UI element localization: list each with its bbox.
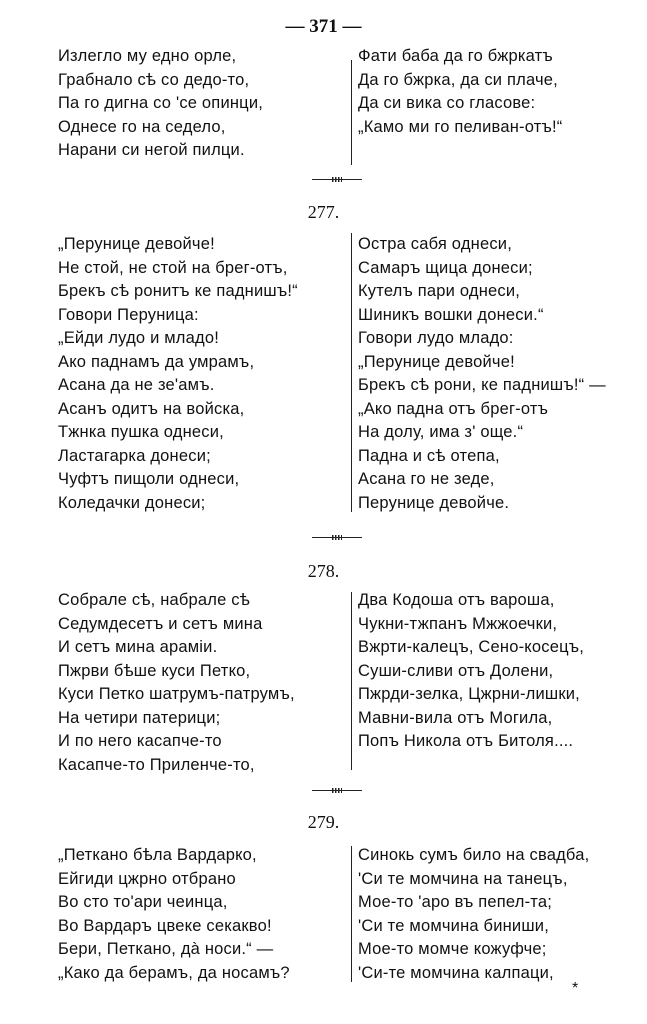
verse-column-left (58, 45, 263, 163)
verse-line: Пжрви бѣше куси Петко, (58, 661, 251, 680)
section-ornament (312, 536, 362, 540)
verse-line: Вжрти-калецъ, Сено-косецъ, (358, 638, 585, 656)
verse-line: Говори Перуница: (58, 305, 199, 324)
verse-column-right (358, 844, 589, 985)
verse-line: Не стой, не стой на брег-отъ, (58, 258, 288, 277)
column-divider (351, 846, 352, 982)
verse-line: „Како да берамъ, да носамъ? (58, 963, 290, 982)
verse-line: Чукни-тжпанъ Мжжоечки, (358, 614, 558, 633)
verse-line: 'Си те момчина биниши, (358, 916, 549, 935)
column-divider (351, 233, 352, 512)
verse-line: 'Си-те момчина калпаци, (358, 963, 554, 982)
verse-line: Самаръ щица донеси; (358, 258, 533, 277)
song-number: 277. (307, 202, 340, 222)
verse-line: Кутелъ пари однеси, (358, 282, 521, 300)
verse-line: Асанъ одитъ на войска, (58, 399, 245, 418)
song-number: 278. (307, 561, 340, 581)
verse-line: Нарани си негой пилци. (58, 141, 245, 159)
verse-line: Асана го не зеде, (358, 470, 495, 488)
verse-column-right (358, 233, 606, 515)
verse-line: Ако паднамъ да умрамъ, (58, 352, 255, 371)
verse-column-left (58, 844, 290, 985)
verse-line: Суши-сливи отъ Долени, (358, 661, 554, 680)
verse-line: Грабнало сѣ со дедо-то, (58, 70, 250, 89)
verse-line: „Ако падна отъ брег-отъ (358, 399, 549, 418)
verse-line: На четири патерици; (58, 708, 221, 727)
verse-line: Говори лудо младо: (358, 329, 514, 347)
verse-line: Пжрди-зелка, Цжрни-лишки, (358, 685, 580, 703)
column-divider (351, 60, 352, 165)
verse-line: Во сто то'ари чеинца, (58, 893, 228, 911)
verse-line: На долу, има з' още.“ (358, 423, 524, 441)
column-divider (351, 592, 352, 770)
page-number: — 371 — (285, 16, 362, 37)
verse-line: Однесе го на седело, (58, 117, 226, 136)
verse-line: Чуфтъ пищоли однеси, (58, 470, 240, 488)
verse-line: Перунице девойче. (358, 493, 510, 512)
verse-line: „Петкано бѣла Вардарко, (58, 846, 257, 864)
verse-line: Брекъ сѣ рони, ке паднишъ!“ — (358, 376, 606, 394)
verse-line: „Перунице девойче! (358, 352, 515, 371)
verse-line: Мавни-вила отъ Могила, (358, 708, 553, 727)
verse-line: Излегло му едно орле, (58, 47, 237, 65)
section-ornament (312, 178, 362, 182)
verse-line: Касапче-то Приленче-то, (58, 755, 255, 774)
verse-line: Брекъ сѣ ронитъ ке паднишъ!“ (58, 282, 298, 300)
verse-line: Бери, Петкано, дà носи.“ — (58, 940, 274, 958)
verse-line: Во Вардаръ цвеке секакво! (58, 916, 272, 935)
verse-line: Па го дигна со 'се опинци, (58, 94, 264, 112)
verse-line: „Ейди лудо и младо! (58, 329, 220, 347)
verse-line: Асана да не зе'амъ. (58, 376, 215, 394)
verse-line: Два Кодоша отъ вароша, (358, 591, 555, 609)
verse-line: Ейгиди цжрно отбрано (58, 869, 236, 888)
verse-line: Шиникъ вошки донеси.“ (358, 305, 544, 324)
verse-line: Тжнка пушка однеси, (58, 423, 224, 441)
verse-column-left (58, 589, 295, 777)
verse-line: 'Си те момчина на танецъ, (358, 869, 568, 888)
verse-line: И сетъ мина арамiи. (58, 638, 218, 656)
verse-line: „Перунице девойче! (58, 235, 215, 253)
verse-line: Мое-то момче кожуфче; (358, 940, 547, 958)
verse-line: Остра сабя однеси, (358, 235, 512, 253)
verse-line: Куси Петко шатрумъ-патрумъ, (58, 685, 295, 703)
verse-line: Да го бжрка, да си плаче, (358, 70, 558, 89)
verse-column-right (358, 589, 584, 754)
verse-line: Ластагарка донеси; (58, 446, 211, 465)
verse-line: Попъ Никола отъ Битоля.... (358, 732, 574, 750)
verse-line: „Камо ми го пеливан-отъ!“ (358, 117, 563, 136)
verse-line: Падна и сѣ отепа, (358, 446, 500, 465)
verse-line: И по него касапче-то (58, 732, 222, 750)
section-ornament (312, 789, 362, 793)
verse-column-left (58, 233, 298, 515)
verse-line: Коледачки донеси; (58, 493, 206, 512)
verse-line: Да си вика со гласове: (358, 94, 536, 112)
verse-line: Седумдесетъ и сетъ мина (58, 614, 263, 633)
verse-line: Мое-то 'аро въ пепел-та; (358, 893, 553, 911)
verse-line: Фати баба да го бжркатъ (358, 47, 553, 65)
song-number: 279. (307, 812, 340, 832)
verse-column-right (358, 45, 562, 139)
verse-line: Синокь сумъ било на свадба, (358, 846, 590, 864)
signature-mark: * (572, 980, 579, 997)
verse-line: Собрале сѣ, набрале сѣ (58, 591, 251, 609)
